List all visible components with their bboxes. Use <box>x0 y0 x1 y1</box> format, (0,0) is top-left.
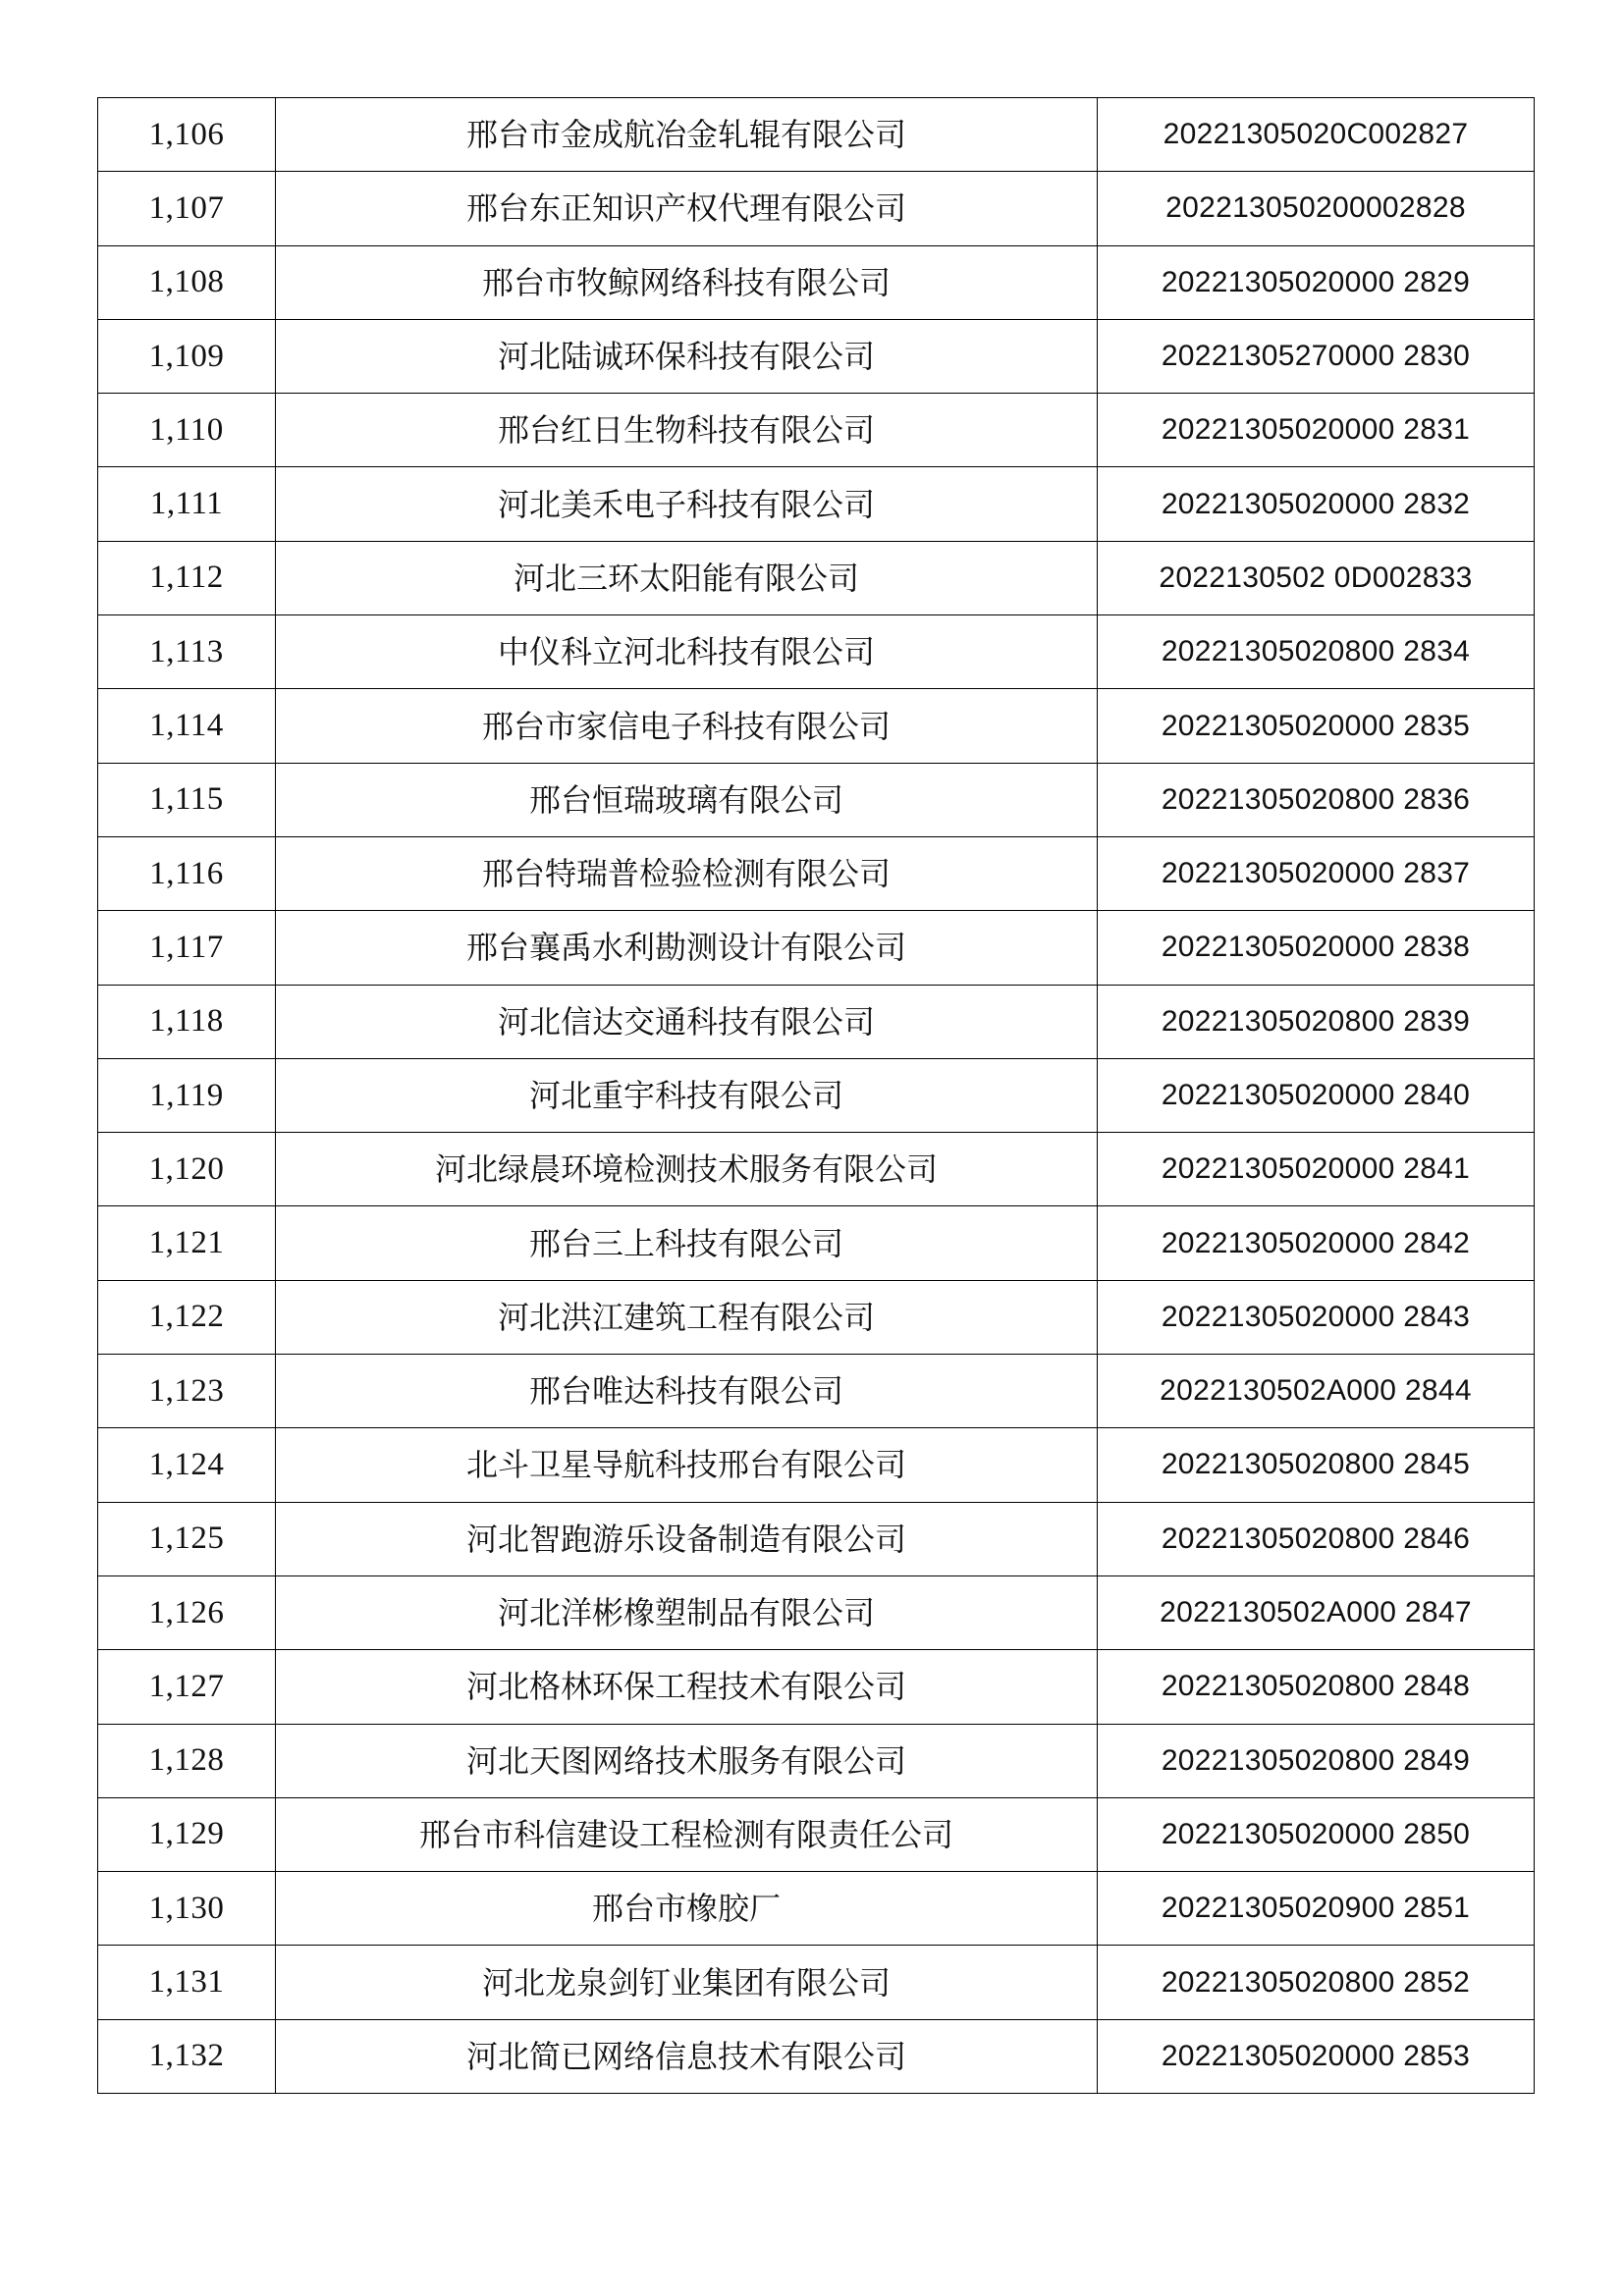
company-name-cell: 中仪科立河北科技有限公司 <box>276 615 1098 689</box>
company-name-cell: 河北简已网络信息技术有限公司 <box>276 2019 1098 2093</box>
table-row <box>98 541 1535 614</box>
table-row <box>98 615 1535 689</box>
table-row <box>98 98 1535 172</box>
registration-code-cell: 20221305020800 2836 <box>1098 763 1535 836</box>
row-index-cell: 1,111 <box>98 467 276 541</box>
row-index-cell: 1,109 <box>98 319 276 393</box>
registration-code-cell: 20221305020800 2846 <box>1098 1502 1535 1575</box>
company-name-cell: 河北三环太阳能有限公司 <box>276 541 1098 614</box>
registration-code-cell: 20221305020000 2841 <box>1098 1133 1535 1206</box>
table-row <box>98 2019 1535 2093</box>
registration-code-cell: 20221305020000 2838 <box>1098 911 1535 985</box>
company-name-cell: 邢台红日生物科技有限公司 <box>276 394 1098 467</box>
table-row <box>98 467 1535 541</box>
registration-code-cell: 20221305020000 2843 <box>1098 1280 1535 1354</box>
registration-code-cell: 20221305020800 2849 <box>1098 1724 1535 1797</box>
registration-code-cell: 20221305020000 2829 <box>1098 245 1535 319</box>
registration-code-cell: 20221305020000 2832 <box>1098 467 1535 541</box>
company-name-cell: 河北格林环保工程技术有限公司 <box>276 1650 1098 1724</box>
table-row <box>98 319 1535 393</box>
company-name-cell: 邢台襄禹水利勘测设计有限公司 <box>276 911 1098 985</box>
registration-code-cell: 2022130502A000 2847 <box>1098 1575 1535 1649</box>
row-index-cell: 1,121 <box>98 1206 276 1280</box>
table-row <box>98 1575 1535 1649</box>
row-index-cell: 1,124 <box>98 1428 276 1502</box>
company-name-cell: 邢台市牧鲸网络科技有限公司 <box>276 245 1098 319</box>
company-name-cell: 河北洋彬橡塑制品有限公司 <box>276 1575 1098 1649</box>
registration-code-cell: 20221305020800 2852 <box>1098 1946 1535 2019</box>
company-name-cell: 北斗卫星导航科技邢台有限公司 <box>276 1428 1098 1502</box>
registration-code-cell: 20221305020800 2839 <box>1098 985 1535 1058</box>
table-body <box>98 98 1535 2094</box>
company-name-cell: 邢台三上科技有限公司 <box>276 1206 1098 1280</box>
company-name-cell: 邢台特瑞普检验检测有限公司 <box>276 836 1098 910</box>
registration-code-cell: 20221305020000 2837 <box>1098 836 1535 910</box>
company-name-cell: 邢台市科信建设工程检测有限责任公司 <box>276 1797 1098 1871</box>
registration-code-cell: 20221305020000 2831 <box>1098 394 1535 467</box>
row-index-cell: 1,132 <box>98 2019 276 2093</box>
table-row <box>98 172 1535 245</box>
row-index-cell: 1,129 <box>98 1797 276 1871</box>
company-name-cell: 邢台唯达科技有限公司 <box>276 1355 1098 1428</box>
company-name-cell: 邢台恒瑞玻璃有限公司 <box>276 763 1098 836</box>
registration-code-cell: 20221305020C002827 <box>1098 98 1535 172</box>
table-row <box>98 1650 1535 1724</box>
registration-code-cell: 20221305020000 2842 <box>1098 1206 1535 1280</box>
row-index-cell: 1,128 <box>98 1724 276 1797</box>
company-name-cell: 邢台东正知识产权代理有限公司 <box>276 172 1098 245</box>
row-index-cell: 1,118 <box>98 985 276 1058</box>
row-index-cell: 1,112 <box>98 541 276 614</box>
row-index-cell: 1,116 <box>98 836 276 910</box>
registration-table <box>97 97 1535 2094</box>
row-index-cell: 1,117 <box>98 911 276 985</box>
row-index-cell: 1,125 <box>98 1502 276 1575</box>
registration-code-cell: 2022130502A000 2844 <box>1098 1355 1535 1428</box>
registration-code-cell: 20221305020000 2835 <box>1098 689 1535 763</box>
row-index-cell: 1,108 <box>98 245 276 319</box>
table-row <box>98 1355 1535 1428</box>
row-index-cell: 1,126 <box>98 1575 276 1649</box>
row-index-cell: 1,113 <box>98 615 276 689</box>
table-row <box>98 1872 1535 1946</box>
row-index-cell: 1,114 <box>98 689 276 763</box>
company-name-cell: 邢台市金成航冶金轧辊有限公司 <box>276 98 1098 172</box>
table-row <box>98 763 1535 836</box>
row-index-cell: 1,131 <box>98 1946 276 2019</box>
table-row <box>98 689 1535 763</box>
registration-code-cell: 20221305020800 2848 <box>1098 1650 1535 1724</box>
table-row <box>98 836 1535 910</box>
company-name-cell: 邢台市家信电子科技有限公司 <box>276 689 1098 763</box>
company-name-cell: 河北美禾电子科技有限公司 <box>276 467 1098 541</box>
registration-code-cell: 20221305020800 2845 <box>1098 1428 1535 1502</box>
row-index-cell: 1,122 <box>98 1280 276 1354</box>
row-index-cell: 1,110 <box>98 394 276 467</box>
company-name-cell: 河北绿晨环境检测技术服务有限公司 <box>276 1133 1098 1206</box>
table-row <box>98 1133 1535 1206</box>
row-index-cell: 1,120 <box>98 1133 276 1206</box>
company-name-cell: 河北重宇科技有限公司 <box>276 1058 1098 1132</box>
registration-code-cell: 2022130502 0D002833 <box>1098 541 1535 614</box>
table-row <box>98 394 1535 467</box>
company-name-cell: 河北天图网络技术服务有限公司 <box>276 1724 1098 1797</box>
company-name-cell: 邢台市橡胶厂 <box>276 1872 1098 1946</box>
row-index-cell: 1,119 <box>98 1058 276 1132</box>
row-index-cell: 1,123 <box>98 1355 276 1428</box>
registration-code-cell: 20221305020000 2853 <box>1098 2019 1535 2093</box>
registration-code-cell: 20221305020800 2834 <box>1098 615 1535 689</box>
registration-code-cell: 20221305020000 2850 <box>1098 1797 1535 1871</box>
table-row <box>98 245 1535 319</box>
registration-code-cell: 20221305020900 2851 <box>1098 1872 1535 1946</box>
registration-code-cell: 20221305020000 2840 <box>1098 1058 1535 1132</box>
table-row <box>98 1724 1535 1797</box>
registration-code-cell: 202213050200002828 <box>1098 172 1535 245</box>
row-index-cell: 1,130 <box>98 1872 276 1946</box>
table-row <box>98 911 1535 985</box>
row-index-cell: 1,106 <box>98 98 276 172</box>
row-index-cell: 1,115 <box>98 763 276 836</box>
row-index-cell: 1,127 <box>98 1650 276 1724</box>
table-row <box>98 1280 1535 1354</box>
company-name-cell: 河北智跑游乐设备制造有限公司 <box>276 1502 1098 1575</box>
row-index-cell: 1,107 <box>98 172 276 245</box>
table-row <box>98 1946 1535 2019</box>
company-name-cell: 河北洪江建筑工程有限公司 <box>276 1280 1098 1354</box>
company-name-cell: 河北龙泉剑钉业集团有限公司 <box>276 1946 1098 2019</box>
table-row <box>98 1428 1535 1502</box>
table-row <box>98 1206 1535 1280</box>
registration-code-cell: 20221305270000 2830 <box>1098 319 1535 393</box>
company-name-cell: 河北陆诚环保科技有限公司 <box>276 319 1098 393</box>
table-row <box>98 1797 1535 1871</box>
table-row <box>98 985 1535 1058</box>
table-row <box>98 1058 1535 1132</box>
company-name-cell: 河北信达交通科技有限公司 <box>276 985 1098 1058</box>
table-row <box>98 1502 1535 1575</box>
